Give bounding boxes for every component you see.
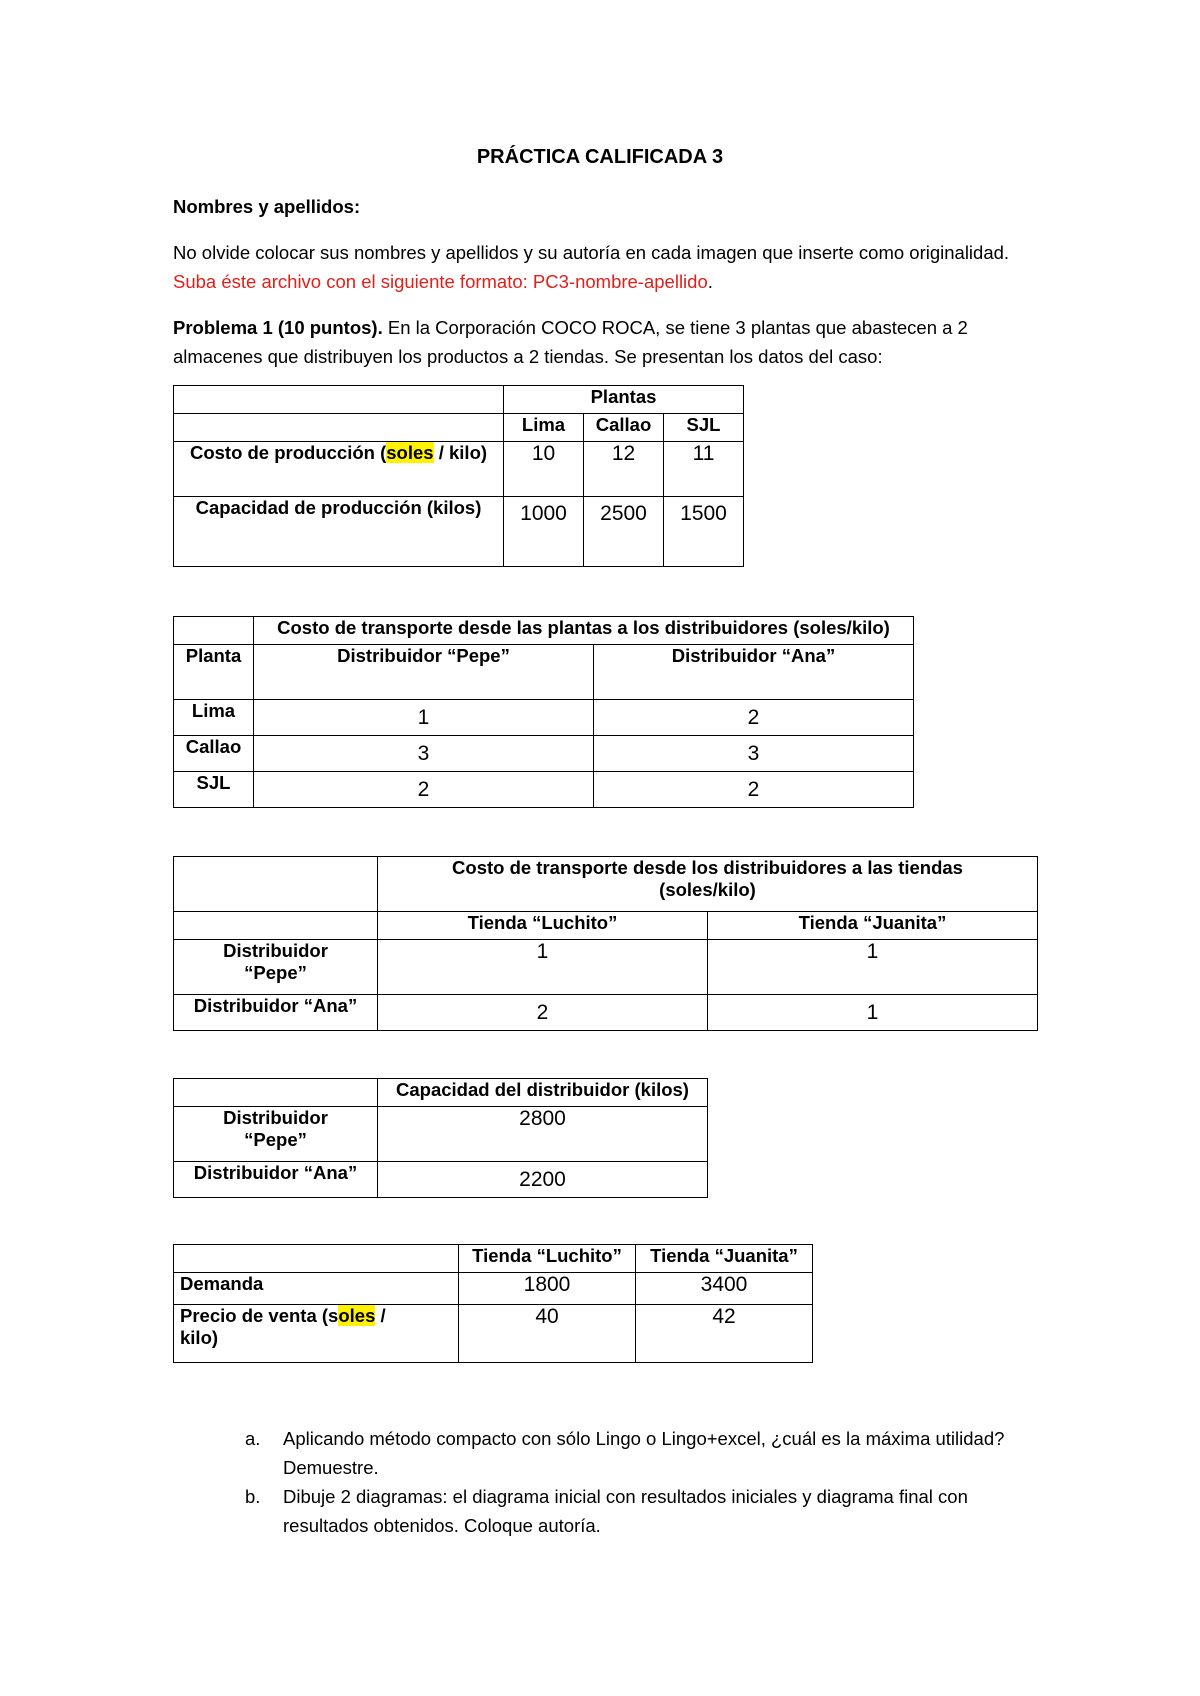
plant-row-label: Callao xyxy=(174,736,254,772)
plants-table xyxy=(173,385,744,567)
question-item xyxy=(245,1424,1055,1482)
transport-cost-value: 2 xyxy=(254,772,594,808)
plants-table-corner xyxy=(174,386,504,414)
distributor-row-label: Distribuidor “Pepe” xyxy=(174,1107,378,1162)
question-marker: b. xyxy=(245,1486,261,1507)
production-cost-label: Costo de producción (soles / kilo) xyxy=(174,442,504,497)
production-capacity-value: 1500 xyxy=(664,497,744,567)
names-label: Nombres y apellidos: xyxy=(173,196,361,217)
distributor-capacity-header: Capacidad del distribuidor (kilos) xyxy=(378,1079,708,1107)
production-capacity-label: Capacidad de producción (kilos) xyxy=(174,497,504,567)
demand-price-corner xyxy=(174,1245,459,1273)
demand-label: Demanda xyxy=(174,1273,459,1305)
store-transport-table xyxy=(173,856,1038,1031)
store-transport-value: 1 xyxy=(708,940,1038,995)
plant-row-label: SJL xyxy=(174,772,254,808)
distributor-row-label: Distribuidor “Ana” xyxy=(174,1162,378,1198)
question-text: Dibuje 2 diagramas: el diagrama inicial con resultados iniciales y diagrama final con resultados obtenidos. Coloque autoría. xyxy=(283,1486,968,1536)
plants-table-blank xyxy=(174,414,504,442)
distributor-row-label: Distribuidor “Pepe” xyxy=(174,940,378,995)
production-cost-value: 11 xyxy=(664,442,744,497)
plant-transport-corner xyxy=(174,617,254,645)
distributor-capacity-corner xyxy=(174,1079,378,1107)
distributor-column-header: Distribuidor “Ana” xyxy=(594,645,914,700)
store-column-header: Tienda “Luchito” xyxy=(459,1245,636,1273)
question-text: Aplicando método compacto con sólo Lingo o Lingo+excel, ¿cuál es la máxima utilidad? Demuestre. xyxy=(283,1428,1005,1478)
plants-group-header: Plantas xyxy=(504,386,744,414)
demand-value: 1800 xyxy=(459,1273,636,1305)
problem-paragraph xyxy=(173,313,1053,371)
instructions-red-text: Suba éste archivo con el siguiente formato: PC3-nombre-apellido xyxy=(173,271,708,292)
distributor-column-header: Distribuidor “Pepe” xyxy=(254,645,594,700)
price-value: 42 xyxy=(636,1305,813,1363)
transport-cost-value: 3 xyxy=(594,736,914,772)
demand-value: 3400 xyxy=(636,1273,813,1305)
transport-cost-value: 3 xyxy=(254,736,594,772)
plant-transport-table xyxy=(173,616,914,808)
problem-label: Problema 1 (10 puntos). xyxy=(173,317,383,338)
distributor-capacity-value: 2200 xyxy=(378,1162,708,1198)
production-capacity-value: 1000 xyxy=(504,497,584,567)
problem-text: En la Corporación COCO ROCA, se tiene 3 plantas que abastecen a 2 almacenes que distribuyen los productos a 2 tiendas. Se presentan los datos del caso: xyxy=(173,317,968,367)
production-cost-value: 10 xyxy=(504,442,584,497)
highlighted-word: soles xyxy=(386,442,434,463)
distributor-row-label: Distribuidor “Ana” xyxy=(174,995,378,1031)
plant-transport-header: Costo de transporte desde las plantas a los distribuidores (soles/kilo) xyxy=(254,617,914,645)
store-column-header: Tienda “Juanita” xyxy=(708,912,1038,940)
store-column-header: Tienda “Juanita” xyxy=(636,1245,813,1273)
plant-row-label: Lima xyxy=(174,700,254,736)
instructions-end: . xyxy=(707,271,713,292)
production-capacity-value: 2500 xyxy=(584,497,664,567)
transport-cost-value: 2 xyxy=(594,700,914,736)
instructions-text: No olvide colocar sus nombres y apellidos y su autoría en cada imagen que inserte como originalidad. xyxy=(173,242,1010,263)
transport-cost-value: 1 xyxy=(254,700,594,736)
store-transport-header: Costo de transporte desde los distribuidores a las tiendas (soles/kilo) xyxy=(378,857,1038,912)
store-transport-blank xyxy=(174,912,378,940)
plant-header: SJL xyxy=(664,414,744,442)
question-item xyxy=(245,1482,1055,1540)
plant-header: Callao xyxy=(584,414,664,442)
demand-price-table xyxy=(173,1244,813,1363)
store-transport-value: 1 xyxy=(708,995,1038,1031)
question-marker: a. xyxy=(245,1428,261,1449)
store-transport-corner xyxy=(174,857,378,912)
production-cost-value: 12 xyxy=(584,442,664,497)
plant-row-header: Planta xyxy=(174,645,254,700)
document-title: PRÁCTICA CALIFICADA 3 xyxy=(476,146,724,168)
distributor-capacity-table xyxy=(173,1078,708,1198)
store-transport-value: 2 xyxy=(378,995,708,1031)
store-transport-value: 1 xyxy=(378,940,708,995)
distributor-capacity-value: 2800 xyxy=(378,1107,708,1162)
plant-header: Lima xyxy=(504,414,584,442)
price-value: 40 xyxy=(459,1305,636,1363)
highlighted-word: oles xyxy=(338,1305,376,1326)
price-label: Precio de venta (soles / kilo) xyxy=(174,1305,459,1363)
instructions-paragraph xyxy=(173,238,1053,296)
store-column-header: Tienda “Luchito” xyxy=(378,912,708,940)
questions-list xyxy=(245,1424,1055,1540)
transport-cost-value: 2 xyxy=(594,772,914,808)
